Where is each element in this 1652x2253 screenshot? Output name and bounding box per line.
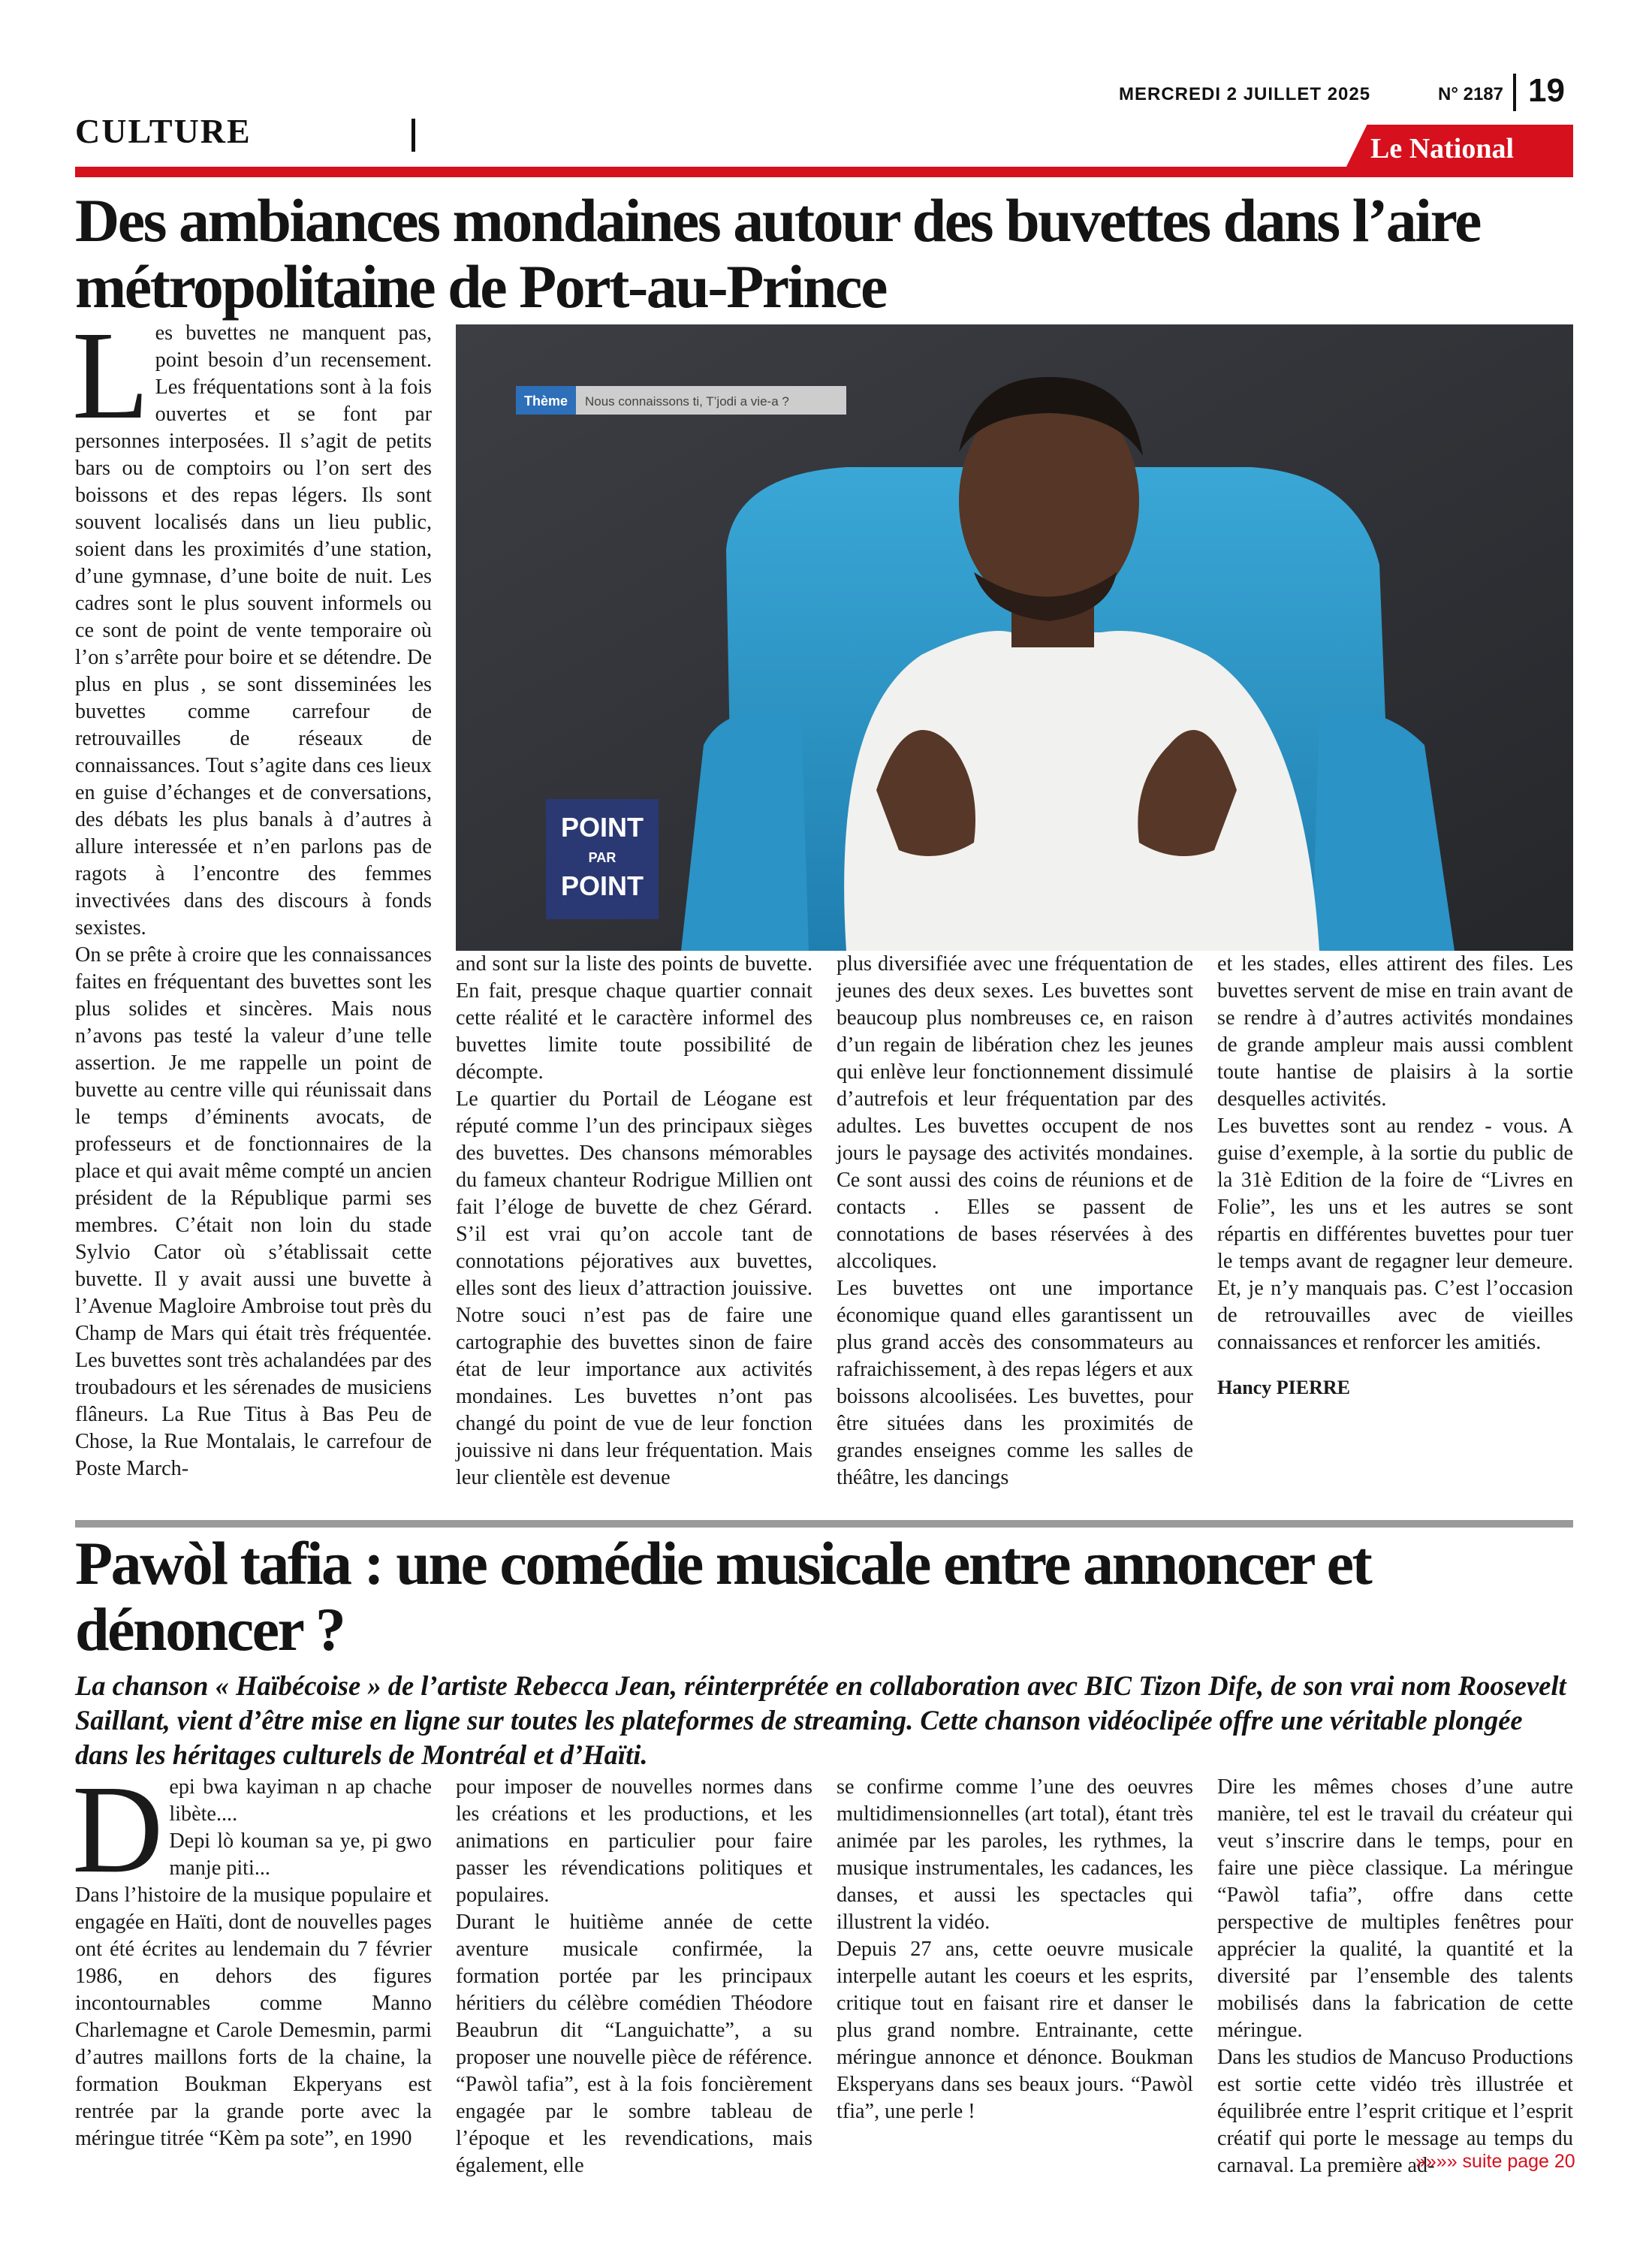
ticker-label: Thème (523, 394, 568, 409)
article1-headline: Des ambiances mondaines autour des buvettes dans l’aire métropolitaine de Port-au-Prince (75, 186, 1480, 321)
article1-paragraph: es buvettes ne manquent pas, point besoin d’un recensement. Les fréquentations sont à la fois ouvertes et se font par personnes interposées. Il s’agit de petits bars ou de comptoirs ou l’on sert des boissons et des repas légers. Ils sont souvent localisés dans un lieu public, soient dans les proximités d’une station, d’une gymnase, d’une boite de nuit. Les cadres sont le plus souvent informels ou ce sont de point de vente temporaire où l’on s’arrête pour boire et se détendre. De plus en plus , se sont disseminées les buvettes comme carrefour de retrouvailles de réseaux de connaissances. Tout s’agite dans ces lieux en guise d’échanges et de conversations, des débats les plus banals à d’autres à allure interessée et n’en parlons pas de ragots à l’encontre des femmes invectivées dans des discours à fonds sexistes. (75, 321, 432, 940)
show-logo-line3: POINT (560, 870, 644, 901)
article2-paragraph: se confirme comme l’une des oeuvres multidimensionnelles (art total), étant très animée par les paroles, les rythmes, la musique instrumentales, les cadances, les danses, et aussi les spectacles qui illustrent la vidéo. (837, 1775, 1193, 1934)
article1-paragraph: Les buvettes ont une importance économique quand elles garantissent un plus grand accès des consommateurs au rafraichissement, à des repas légers et aux boissons alcoolisées. Les buvettes, pour être situées dans les proximités de grandes enseignes comme les salles de théâtre, les dancings (837, 1277, 1193, 1489)
page-number: 19 (1528, 72, 1565, 109)
article1-column-4 (1217, 951, 1573, 1503)
article2-column-2 (456, 1774, 812, 2177)
page-number-divider (1513, 74, 1516, 111)
article2-verse-line: epi bwa kayiman n ap chache libète.... (169, 1775, 432, 1826)
article2-dropcap: D (72, 1760, 164, 1899)
show-logo-line1: POINT (560, 812, 644, 843)
article1-paragraph: et les stades, elles attirent des files. Les buvettes servent de mise en train avant de se rendre à d’autres activités mondaines de grande ampleur mais aussi comblent toute hantise de plaisirs à la sortie desquelles activités. (1217, 952, 1573, 1111)
newspaper-name: Le National (1370, 133, 1515, 164)
article1-paragraph: plus diversifiée avec une fréquentation de jeunes des deux sexes. Les buvettes sont beaucoup plus nombreuses ce, en raison d’un regain de libération chez les jeunes qui enlève leur fonctionnement dissimulé d’autrefois et leur fréquentation par des adultes. Les buvettes occupent de nos jours le paysage des activités mondaines. Ce sont aussi des coins de réunions et de contacts . Elles se passent de connotations de bases réservées à des alccoliques. (837, 952, 1193, 1273)
article2-column-3 (837, 1774, 1193, 2157)
article1-column-1 (72, 306, 432, 1503)
article2-deck: La chanson « Haïbécoise » de l’artiste Rebecca Jean, réinterprétée en collaboration avec BIC Tizon Dife, de son vrai nom Roosevelt Saillant, vient d’être mise en ligne sur toutes les plateformes de streaming. Cette chanson vidéoclipée offre une véritable plongée dans les héritages culturels de Montréal et d’Haïti. (75, 1670, 1566, 1770)
article1-author: Hancy PIERRE (1217, 1377, 1350, 1398)
continuation-link[interactable]: »»»» suite page 20 (1415, 2151, 1575, 2172)
article1-paragraph: Le quartier du Portail de Léogane est réputé comme l’un des principaux sièges des buvettes. Des chansons mémorables du fameux chanteur Rodrigue Millien ont fait l’éloge de buvette de chez Gérard. S’il est vrai qu’on accole tant de connotations péjoratives aux buvettes, elles sont des lieux d’attraction jouissive. Notre souci n’est pas de faire une cartographie des buvettes sinon de faire état de leur importance aux activités mondaines. Les buvettes n’ont pas changé du point de vue de leur fonction jouissive ni dans leur fréquentation. Mais leur clientèle est devenue (456, 1087, 812, 1489)
article2-paragraph: Durant le huitième année de cette aventure musicale confirmée, la formation portée par les principaux héritiers du célèbre comédien Théodore Beaubrun dit “Languichatte”, a su proposer une nouvelle pièce de référence. “Pawòl tafia”, est à la fois foncièrement engagée par le sombre tableau de l’époque et les revendications, mais également, elle (456, 1911, 812, 2177)
article2-paragraph: Dans l’histoire de la musique populaire et engagée en Haïti, dont de nouvelles pages ont été écrites au lendemain du 7 février 1986, en dehors des figures incontournables comme Manno Charlemagne et Carole Demesmin, parmi d’autres maillons forts de la chaine, la formation Boukman Ekperyans est rentrée par la grande porte avec la méringue titrée “Kèm pa sote”, en 1990 (75, 1884, 432, 2150)
article1-column-3 (837, 951, 1193, 1503)
article2-paragraph: Dire les mêmes choses d’une autre manière, tel est le travail du créateur qui veut s’inscrire dans le temps, pour en faire une pièce classique. La méringue “Pawòl tafia”, offre dans cette perspective de multiples fenêtres pour apprécier la qualité, la quantité et la diversité par l’ensemble des talents mobilisés dans la fabrication de cette méringue. (1217, 1775, 1573, 2042)
article2-column-1 (72, 1760, 432, 2157)
article1-dropcap: L (72, 306, 149, 445)
section-name: CULTURE (75, 112, 252, 150)
article1-paragraph: and sont sur la liste des points de buvette. En fait, presque chaque quartier connait cette réalité et le caractère informel des buvettes limite toute possibilité de décompte. (456, 952, 812, 1084)
issue-date: MERCREDI 2 JUILLET 2025 (1119, 84, 1371, 104)
article2-verse-line: Depi lò kouman sa ye, pi gwo manje piti... (169, 1829, 432, 1880)
article1-photo (456, 324, 1573, 951)
article2-headline: Pawòl tafia : une comédie musicale entre annoncer et dénoncer ? (75, 1529, 1371, 1663)
article2-paragraph: Dans les studios de Mancuso Productions est sortie cette vidéo très illustrée et équilibrée entre l’esprit critique et l’esprit créatif qui porte le message au temps du carnaval. La première ad- (1217, 2046, 1573, 2177)
article-divider (75, 1520, 1573, 1528)
article1-paragraph: Les buvettes sont au rendez - vous. A guise d’exemple, à la sortie du public de la 31è Edition de la foire de “Livres en Folie”, les uns et les autres se sont répartis en différentes buvettes pour tuer le temps avant de regagner leur demeure. Et, je n’y manquais pas. C’est l’occasion de retrouvailles avec de vieilles connaissances et renforcer les amitiés. (1217, 1114, 1573, 1354)
section-divider (411, 119, 415, 152)
ticker-text: Nous connaissons ti, T’jodi a vie-a ? (585, 394, 789, 409)
article2-paragraph: pour imposer de nouvelles normes dans les créations et les productions, et les animations en particulier pour faire passer les révendications politiques et populaires. (456, 1775, 812, 1907)
article1-column-2 (456, 951, 812, 1503)
article2-paragraph: Depuis 27 ans, cette oeuvre musicale interpelle autant les coeurs et les esprits, critique tout en faisant rire et danser le plus grand nombre. Entrainante, cette méringue annonce et dénonce. Boukman Eksperyans dans ses beaux jours. “Pawòl tfia”, une perle ! (837, 1938, 1193, 2123)
article1-paragraph: On se prête à croire que les connaissances faites en fréquentant des buvettes sont les plus solides et sincères. Mais nous n’avons pas testé la valeur d’une telle assertion. Je me rappelle un point de buvette au centre ville qui réunissait dans le temps d’éminents avocats, de professeurs et de fonctionnaires de la place et qui avait même compté un ancien président de la République parmi ses membres. C’était non loin du stade Sylvio Cator où s’établissait cette buvette. Il y avait aussi une buvette à l’Avenue Magloire Ambroise tout près du Champ de Mars qui était très fréquentée. Les buvettes sont très achalandées par des troubadours et les sérenades de musiciens flâneurs. La Rue Titus à Bas Peu de Chose, la Rue Montalais, le carrefour de Poste March- (75, 943, 432, 1480)
photo-illustration (456, 324, 1573, 951)
header-rule (75, 167, 1573, 177)
show-logo-line2: PAR (588, 850, 616, 865)
issue-number: N° 2187 (1438, 84, 1503, 104)
